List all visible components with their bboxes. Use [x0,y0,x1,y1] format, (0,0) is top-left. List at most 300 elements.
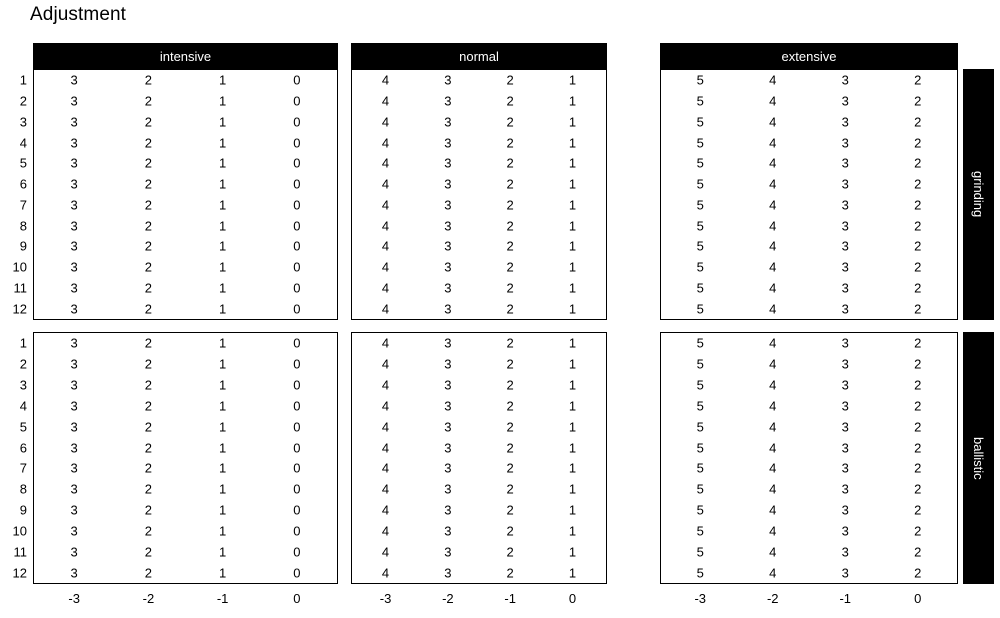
data-point: 3 [444,176,452,192]
data-point: 1 [218,72,227,88]
data-point: 4 [381,155,390,171]
data-point: 1 [218,523,227,539]
data-point: 2 [144,114,153,130]
data-point: 5 [696,481,704,497]
x-axis-tick-label: -3 [68,591,80,606]
data-point: 1 [218,398,227,414]
data-point: 4 [381,259,390,275]
data-point: 2 [144,238,153,254]
data-point: 2 [914,544,922,560]
data-point: 1 [568,356,577,372]
data-point: 5 [696,523,704,539]
data-point: 5 [696,259,704,275]
data-point: 4 [381,218,390,234]
data-point: 3 [444,135,452,151]
data-point: 2 [914,460,922,476]
data-point: 3 [70,218,78,234]
data-point: 4 [769,238,777,254]
data-point: 3 [70,523,78,539]
data-point: 2 [914,176,922,192]
data-point: 0 [293,377,301,393]
data-point: 3 [70,502,78,518]
data-point: 4 [381,398,390,414]
data-point: 0 [293,356,301,372]
y-axis-tick-label: 12 [12,565,27,581]
data-point: 1 [568,440,577,456]
data-point: 2 [144,377,153,393]
data-point: 3 [444,460,452,476]
y-axis-tick-label: 3 [19,377,27,393]
y-axis-tick-label: 5 [19,155,27,171]
x-axis-tick-label: -2 [766,591,779,606]
data-point: 4 [381,419,390,435]
data-point: 3 [444,523,452,539]
y-axis-tick-label: 5 [19,419,27,435]
data-point: 4 [769,398,777,414]
data-point: 4 [381,523,390,539]
data-point: 2 [914,502,922,518]
data-point: 2 [144,398,153,414]
data-point: 3 [70,176,78,192]
data-point: 5 [696,93,704,109]
data-point: 4 [381,502,390,518]
data-point: 4 [381,440,390,456]
data-point: 1 [568,155,577,171]
data-point: 3 [70,114,78,130]
data-point: 1 [568,544,577,560]
data-point: 1 [568,460,577,476]
y-axis-tick-label: 10 [12,259,27,275]
y-axis-tick-label: 8 [19,218,27,234]
y-axis-tick-label: 11 [13,280,27,296]
data-point: 1 [218,440,227,456]
data-point: 2 [914,398,922,414]
data-point: 0 [293,440,301,456]
data-point: 3 [70,72,78,88]
x-axis-tick-label: -1 [839,591,852,606]
data-point: 4 [769,155,777,171]
data-point: 2 [506,176,514,192]
data-point: 2 [144,440,153,456]
data-point: 2 [506,335,514,351]
data-point: 5 [696,565,704,581]
data-point: 0 [293,460,301,476]
data-point: 0 [293,72,301,88]
data-point: 3 [841,398,849,414]
data-point: 2 [506,218,514,234]
data-point: 0 [293,335,301,351]
data-point: 1 [218,135,227,151]
data-point: 5 [696,335,704,351]
data-point: 2 [914,301,922,317]
data-point: 5 [696,114,704,130]
data-point: 3 [444,280,452,296]
data-point: 5 [696,72,704,88]
data-point: 2 [506,460,514,476]
data-point: 3 [444,218,452,234]
data-point: 1 [218,502,227,518]
data-point: 2 [506,565,514,581]
data-point: 3 [70,377,78,393]
data-point: 2 [914,238,922,254]
data-point: 1 [218,460,227,476]
data-point: 2 [506,544,514,560]
x-axis-tick-label: 0 [568,591,577,606]
data-point: 1 [568,135,577,151]
data-point: 3 [444,544,452,560]
data-point: 3 [841,419,849,435]
data-point: 3 [841,259,849,275]
data-point: 3 [444,356,452,372]
data-point: 2 [506,398,514,414]
data-point: 3 [841,440,849,456]
data-point: 2 [506,301,514,317]
data-point: 1 [218,93,227,109]
data-point: 4 [769,419,777,435]
data-point: 4 [769,356,777,372]
column-strip-label: normal [459,48,499,64]
data-point: 4 [769,197,777,213]
column-strip-label: extensive [781,48,837,64]
data-point: 5 [696,377,704,393]
data-point: 2 [506,377,514,393]
data-point: 5 [696,502,704,518]
data-point: 0 [293,523,301,539]
y-axis-tick-label: 6 [19,440,27,456]
x-axis-tick-label: -3 [379,591,392,606]
data-point: 3 [841,72,849,88]
data-point: 2 [914,419,922,435]
data-point: 2 [914,218,922,234]
data-point: 3 [444,114,452,130]
data-point: 4 [381,544,390,560]
data-point: 3 [444,502,452,518]
data-point: 2 [144,280,153,296]
data-point: 1 [568,398,577,414]
data-point: 1 [218,176,227,192]
data-point: 1 [568,176,577,192]
data-point: 3 [70,301,78,317]
data-point: 2 [914,335,922,351]
data-point: 0 [293,280,301,296]
data-point: 3 [841,197,849,213]
data-point: 2 [144,481,153,497]
data-point: 2 [506,114,514,130]
data-point: 5 [696,155,704,171]
data-point: 4 [769,301,777,317]
data-point: 4 [381,481,390,497]
data-point: 2 [506,502,514,518]
y-axis-tick-label: 9 [19,238,27,254]
data-point: 1 [218,114,227,130]
data-point: 5 [696,197,704,213]
data-point: 3 [841,565,849,581]
data-point: 5 [696,544,704,560]
data-point: 5 [696,176,704,192]
data-point: 2 [144,93,153,109]
row-strip-label: grinding [971,171,986,218]
data-point: 1 [568,280,577,296]
data-point: 3 [70,135,78,151]
y-axis-tick-label: 11 [13,544,27,560]
data-point: 0 [293,565,301,581]
data-point: 2 [506,356,514,372]
data-point: 2 [914,93,922,109]
data-point: 2 [914,259,922,275]
data-point: 3 [444,72,452,88]
data-point: 4 [381,356,390,372]
data-point: 1 [568,335,577,351]
data-point: 0 [293,197,301,213]
data-point: 0 [293,419,301,435]
data-point: 4 [769,544,777,560]
data-point: 4 [769,114,777,130]
data-point: 1 [218,419,227,435]
data-point: 0 [293,135,301,151]
data-point: 0 [293,259,301,275]
data-point: 0 [293,502,301,518]
data-point: 0 [293,155,301,171]
data-point: 3 [841,356,849,372]
data-point: 3 [841,502,849,518]
data-point: 4 [769,259,777,275]
data-point: 2 [914,114,922,130]
y-axis-tick-label: 3 [19,114,27,130]
x-axis-tick-label: -2 [142,591,155,606]
y-axis-tick-label: 2 [19,356,27,372]
data-point: 0 [293,176,301,192]
data-point: 1 [568,114,577,130]
page-title: Adjustment [30,4,127,25]
y-axis-tick-label: 7 [19,460,27,476]
data-point: 2 [506,155,514,171]
data-point: 3 [444,93,452,109]
data-point: 2 [914,565,922,581]
data-point: 0 [293,114,301,130]
data-point: 3 [70,280,78,296]
data-point: 4 [769,93,777,109]
data-point: 2 [506,523,514,539]
data-point: 2 [506,238,514,254]
data-point: 3 [841,155,849,171]
data-point: 3 [841,481,849,497]
data-point: 3 [70,419,78,435]
x-axis-tick-label: -1 [504,591,516,606]
x-axis-tick-label: 0 [914,591,922,606]
x-axis-tick-label: 0 [293,591,301,606]
data-point: 3 [444,440,452,456]
data-point: 3 [841,377,849,393]
data-point: 3 [841,523,849,539]
x-axis-tick-label: -3 [694,591,706,606]
y-axis-tick-label: 4 [19,135,27,151]
data-point: 0 [293,544,301,560]
data-point: 0 [293,481,301,497]
data-point: 2 [144,259,153,275]
data-point: 3 [70,481,78,497]
data-point: 2 [506,197,514,213]
data-point: 2 [144,565,153,581]
data-point: 2 [144,155,153,171]
data-point: 3 [444,155,452,171]
y-axis-tick-label: 9 [19,502,27,518]
y-axis-tick-label: 4 [19,398,27,414]
data-point: 3 [444,301,452,317]
data-point: 4 [769,502,777,518]
data-point: 1 [568,502,577,518]
data-point: 4 [381,565,390,581]
data-point: 1 [218,565,227,581]
data-point: 2 [506,135,514,151]
data-point: 1 [568,377,577,393]
data-point: 2 [914,280,922,296]
data-point: 0 [293,301,301,317]
data-point: 3 [444,481,452,497]
data-point: 2 [144,197,153,213]
data-point: 1 [568,72,577,88]
data-point: 1 [568,301,577,317]
y-axis-tick-label: 7 [19,197,27,213]
data-point: 4 [769,440,777,456]
data-point: 3 [444,565,452,581]
data-point: 3 [70,155,78,171]
data-point: 1 [218,155,227,171]
column-strip-normal [351,43,607,69]
data-point: 3 [841,176,849,192]
data-point: 3 [70,544,78,560]
data-point: 4 [381,114,390,130]
row-strip-grinding [963,69,994,320]
data-point: 5 [696,440,704,456]
data-point: 4 [381,93,390,109]
data-point: 3 [70,197,78,213]
data-point: 4 [769,460,777,476]
column-strip-label: intensive [159,48,212,64]
data-point: 2 [506,259,514,275]
data-point: 1 [568,93,577,109]
data-point: 0 [293,398,301,414]
data-point: 2 [144,544,153,560]
data-point: 1 [568,523,577,539]
data-point: 2 [914,356,922,372]
data-point: 1 [568,565,577,581]
y-axis-tick-label: 10 [12,523,27,539]
data-point: 4 [769,176,777,192]
data-point: 3 [841,544,849,560]
y-axis-tick-label: 6 [19,176,27,192]
data-point: 3 [841,93,849,109]
data-point: 3 [444,377,452,393]
data-point: 3 [841,301,849,317]
data-point: 4 [769,135,777,151]
data-point: 2 [144,523,153,539]
data-point: 3 [841,335,849,351]
data-point: 3 [841,114,849,130]
data-point: 3 [70,565,78,581]
data-point: 1 [218,301,227,317]
data-point: 3 [841,135,849,151]
data-point: 3 [444,259,452,275]
data-point: 1 [568,419,577,435]
data-point: 4 [381,280,390,296]
y-axis-tick-label: 2 [19,93,27,109]
data-point: 4 [769,72,777,88]
data-point: 1 [568,197,577,213]
data-point: 2 [914,135,922,151]
data-point: 5 [696,218,704,234]
data-point: 5 [696,460,704,476]
data-point: 2 [144,72,153,88]
data-point: 1 [568,218,577,234]
row-strip-ballistic [963,332,994,584]
column-strip-intensive [33,43,338,69]
data-point: 2 [144,335,153,351]
data-point: 4 [769,335,777,351]
data-point: 4 [769,481,777,497]
data-point: 3 [841,218,849,234]
data-point: 3 [70,460,78,476]
data-point: 2 [914,481,922,497]
data-point: 1 [218,544,227,560]
data-point: 4 [381,335,390,351]
data-point: 1 [218,335,227,351]
data-point: 2 [914,377,922,393]
y-axis-tick-label: 12 [12,301,27,317]
data-point: 3 [444,419,452,435]
data-point: 1 [218,218,227,234]
data-point: 2 [144,356,153,372]
data-point: 5 [696,398,704,414]
data-point: 4 [769,218,777,234]
data-point: 2 [914,197,922,213]
data-point: 3 [841,460,849,476]
data-point: 4 [381,377,390,393]
data-point: 2 [914,72,922,88]
data-point: 3 [70,440,78,456]
data-point: 2 [914,155,922,171]
data-point: 5 [696,238,704,254]
data-point: 1 [218,280,227,296]
data-point: 2 [506,481,514,497]
data-point: 2 [506,93,514,109]
data-point: 2 [144,419,153,435]
data-point: 2 [144,460,153,476]
x-axis-tick-label: -2 [442,591,454,606]
data-point: 0 [293,218,301,234]
data-point: 2 [144,176,153,192]
data-point: 2 [914,440,922,456]
data-point: 2 [506,72,514,88]
y-axis-tick-label: 8 [19,481,27,497]
column-strip-extensive [660,43,958,69]
data-point: 4 [381,301,390,317]
data-point: 1 [218,377,227,393]
data-point: 3 [70,335,78,351]
row-strip-label: ballistic [971,436,986,480]
data-point: 2 [144,301,153,317]
data-point: 1 [218,259,227,275]
data-point: 5 [696,301,704,317]
data-point: 3 [70,259,78,275]
data-point: 4 [381,238,390,254]
data-point: 1 [218,356,227,372]
data-point: 3 [444,398,452,414]
y-axis-tick-label: 1 [19,335,27,351]
data-point: 0 [293,93,301,109]
data-point: 1 [568,259,577,275]
data-point: 5 [696,356,704,372]
data-point: 2 [144,135,153,151]
